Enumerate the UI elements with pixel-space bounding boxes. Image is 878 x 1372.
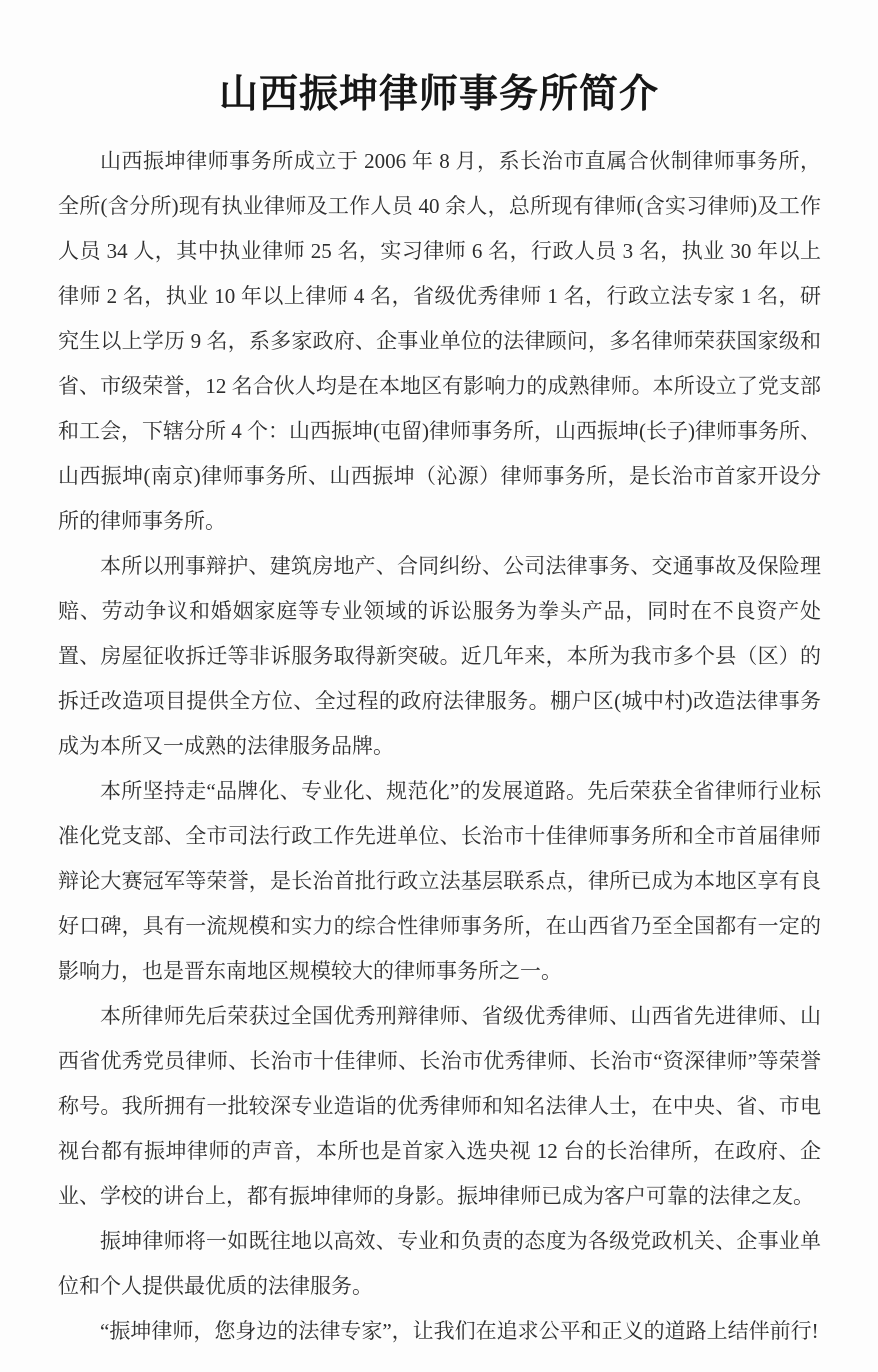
paragraph-services: 本所以刑事辩护、建筑房地产、合同纠纷、公司法律事务、交通事故及保险理赔、劳动争议和婚姻家庭等专业领域的诉讼服务为拳头产品，同时在不良资产处置、房屋征收拆迁等非诉服务取得新突破。近几年来，本所为我市多个县（区）的拆迁改造项目提供全方位、全过程的政府法律服务。棚户区(城中村)改造法律事务成为本所又一成熟的法律服务品牌。 <box>58 554 821 758</box>
document-title: 山西振坤律师事务所简介 <box>218 73 659 116</box>
paragraph-intro: 山西振坤律师事务所成立于 2006 年 8 月，系长治市直属合伙制律师事务所，全所(含分所)现有执业律师及工作人员 40 余人，总所现有律师(含实习律师)及工作人员 34 人，其中执业律师 25 名，实习律师 6 名，行政人员 3 名，执业 30 年以上律师 2 名，执业 10 年以上律师 4 名，省级优秀律师 1 名，行政立法专家 1 名，研究生以上学历 9 名，系多家政府、企事业单位的法律顾问，多名律师荣获国家级和省、市级荣誉，12 名合伙人均是在本地区有影响力的成熟律师。本所设立了党支部和工会，下辖分所 4 个：山西振坤(屯留)律师事务所，山西振坤(长子)律师事务所、山西振坤(南京)律师事务所、山西振坤（沁源）律师事务所，是长治市首家开设分所的律师事务所。 <box>58 149 821 533</box>
paragraph-commitment: 振坤律师将一如既往地以高效、专业和负责的态度为各级党政机关、企事业单位和个人提供最优质的法律服务。 <box>58 1229 821 1298</box>
paragraph-slogan: “振坤律师，您身边的法律专家”，让我们在追求公平和正义的道路上结伴前行! <box>100 1319 819 1343</box>
paragraph-honors: 本所律师先后荣获过全国优秀刑辩律师、省级优秀律师、山西省先进律师、山西省优秀党员律师、长治市十佳律师、长治市优秀律师、长治市“资深律师”等荣誉称号。我所拥有一批较深专业造诣的优秀律师和知名法律人士，在中央、省、市电视台都有振坤律师的声音，本所也是首家入选央视 12 台的长治律所，在政府、企业、学校的讲台上，都有振坤律师的身影。振坤律师已成为客户可靠的法律之友。 <box>58 1004 821 1208</box>
paragraph-development: 本所坚持走“品牌化、专业化、规范化”的发展道路。先后荣获全省律师行业标准化党支部、全市司法行政工作先进单位、长治市十佳律师事务所和全市首届律师辩论大赛冠军等荣誉，是长治首批行政立法基层联系点，律所已成为本地区享有良好口碑，具有一流规模和实力的综合性律师事务所，在山西省乃至全国都有一定的影响力，也是晋东南地区规模较大的律师事务所之一。 <box>58 779 821 983</box>
document-body <box>58 139 821 1354</box>
